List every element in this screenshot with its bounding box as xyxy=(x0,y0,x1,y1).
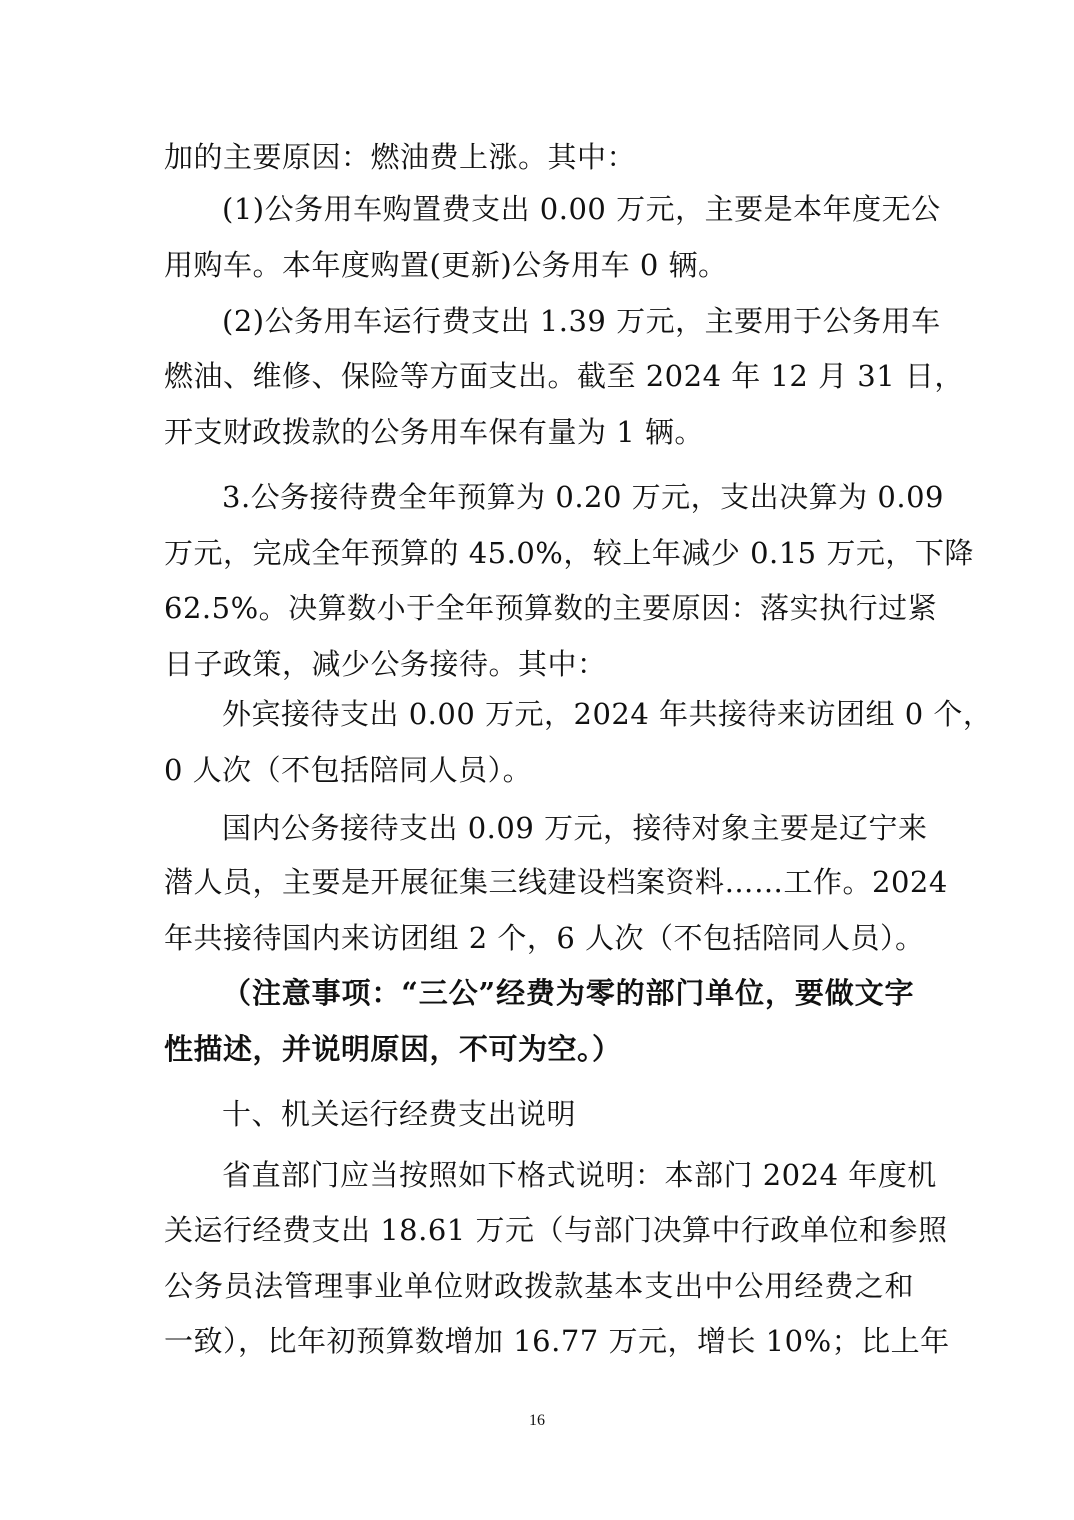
text-line: 公务员法管理事业单位财政拨款基本支出中公用经费之和 xyxy=(164,1269,914,1303)
text-line: 3.公务接待费全年预算为 0.20 万元，支出决算为 0.09 xyxy=(222,480,944,514)
text-line: 潜人员，主要是开展征集三线建设档案资料……工作。2024 xyxy=(164,865,948,899)
text-line: 外宾接待支出 0.00 万元，2024 年共接待来访团组 0 个， xyxy=(222,697,993,731)
text-line: 万元，完成全年预算的 45.0%，较上年减少 0.15 万元，下降 xyxy=(164,536,974,570)
text-line: 一致），比年初预算数增加 16.77 万元，增长 10%；比上年 xyxy=(164,1324,950,1358)
text-line: 用购车。本年度购置(更新)公务用车 0 辆。 xyxy=(164,248,728,282)
text-line: 62.5%。决算数小于全年预算数的主要原因：落实执行过紧 xyxy=(164,591,938,625)
page-number: 16 xyxy=(529,1412,545,1429)
section-heading: 十、机关运行经费支出说明 xyxy=(222,1097,577,1131)
text-line: 年共接待国内来访团组 2 个，6 人次（不包括陪同人员）。 xyxy=(164,921,925,955)
note-line: 性描述，并说明原因，不可为空。） xyxy=(164,1032,622,1066)
text-line: (1)公务用车购置费支出 0.00 万元，主要是本年度无公 xyxy=(222,192,941,226)
text-line: 国内公务接待支出 0.09 万元，接待对象主要是辽宁来 xyxy=(222,811,928,845)
text-line: 加的主要原因：燃油费上涨。其中： xyxy=(164,140,637,174)
text-line: 省直部门应当按照如下格式说明：本部门 2024 年度机 xyxy=(222,1158,937,1192)
note-line: （注意事项：“三公”经费为零的部门单位，要做文字 xyxy=(222,976,914,1010)
text-line: (2)公务用车运行费支出 1.39 万元，主要用于公务用车 xyxy=(222,304,941,338)
text-line: 0 人次（不包括陪同人员）。 xyxy=(164,753,533,787)
text-line: 燃油、维修、保险等方面支出。截至 2024 年 12 月 31 日， xyxy=(164,359,964,393)
text-line: 关运行经费支出 18.61 万元（与部门决算中行政单位和参照 xyxy=(164,1213,948,1247)
text-line: 开支财政拨款的公务用车保有量为 1 辆。 xyxy=(164,415,704,449)
text-line: 日子政策，减少公务接待。其中： xyxy=(164,647,607,681)
